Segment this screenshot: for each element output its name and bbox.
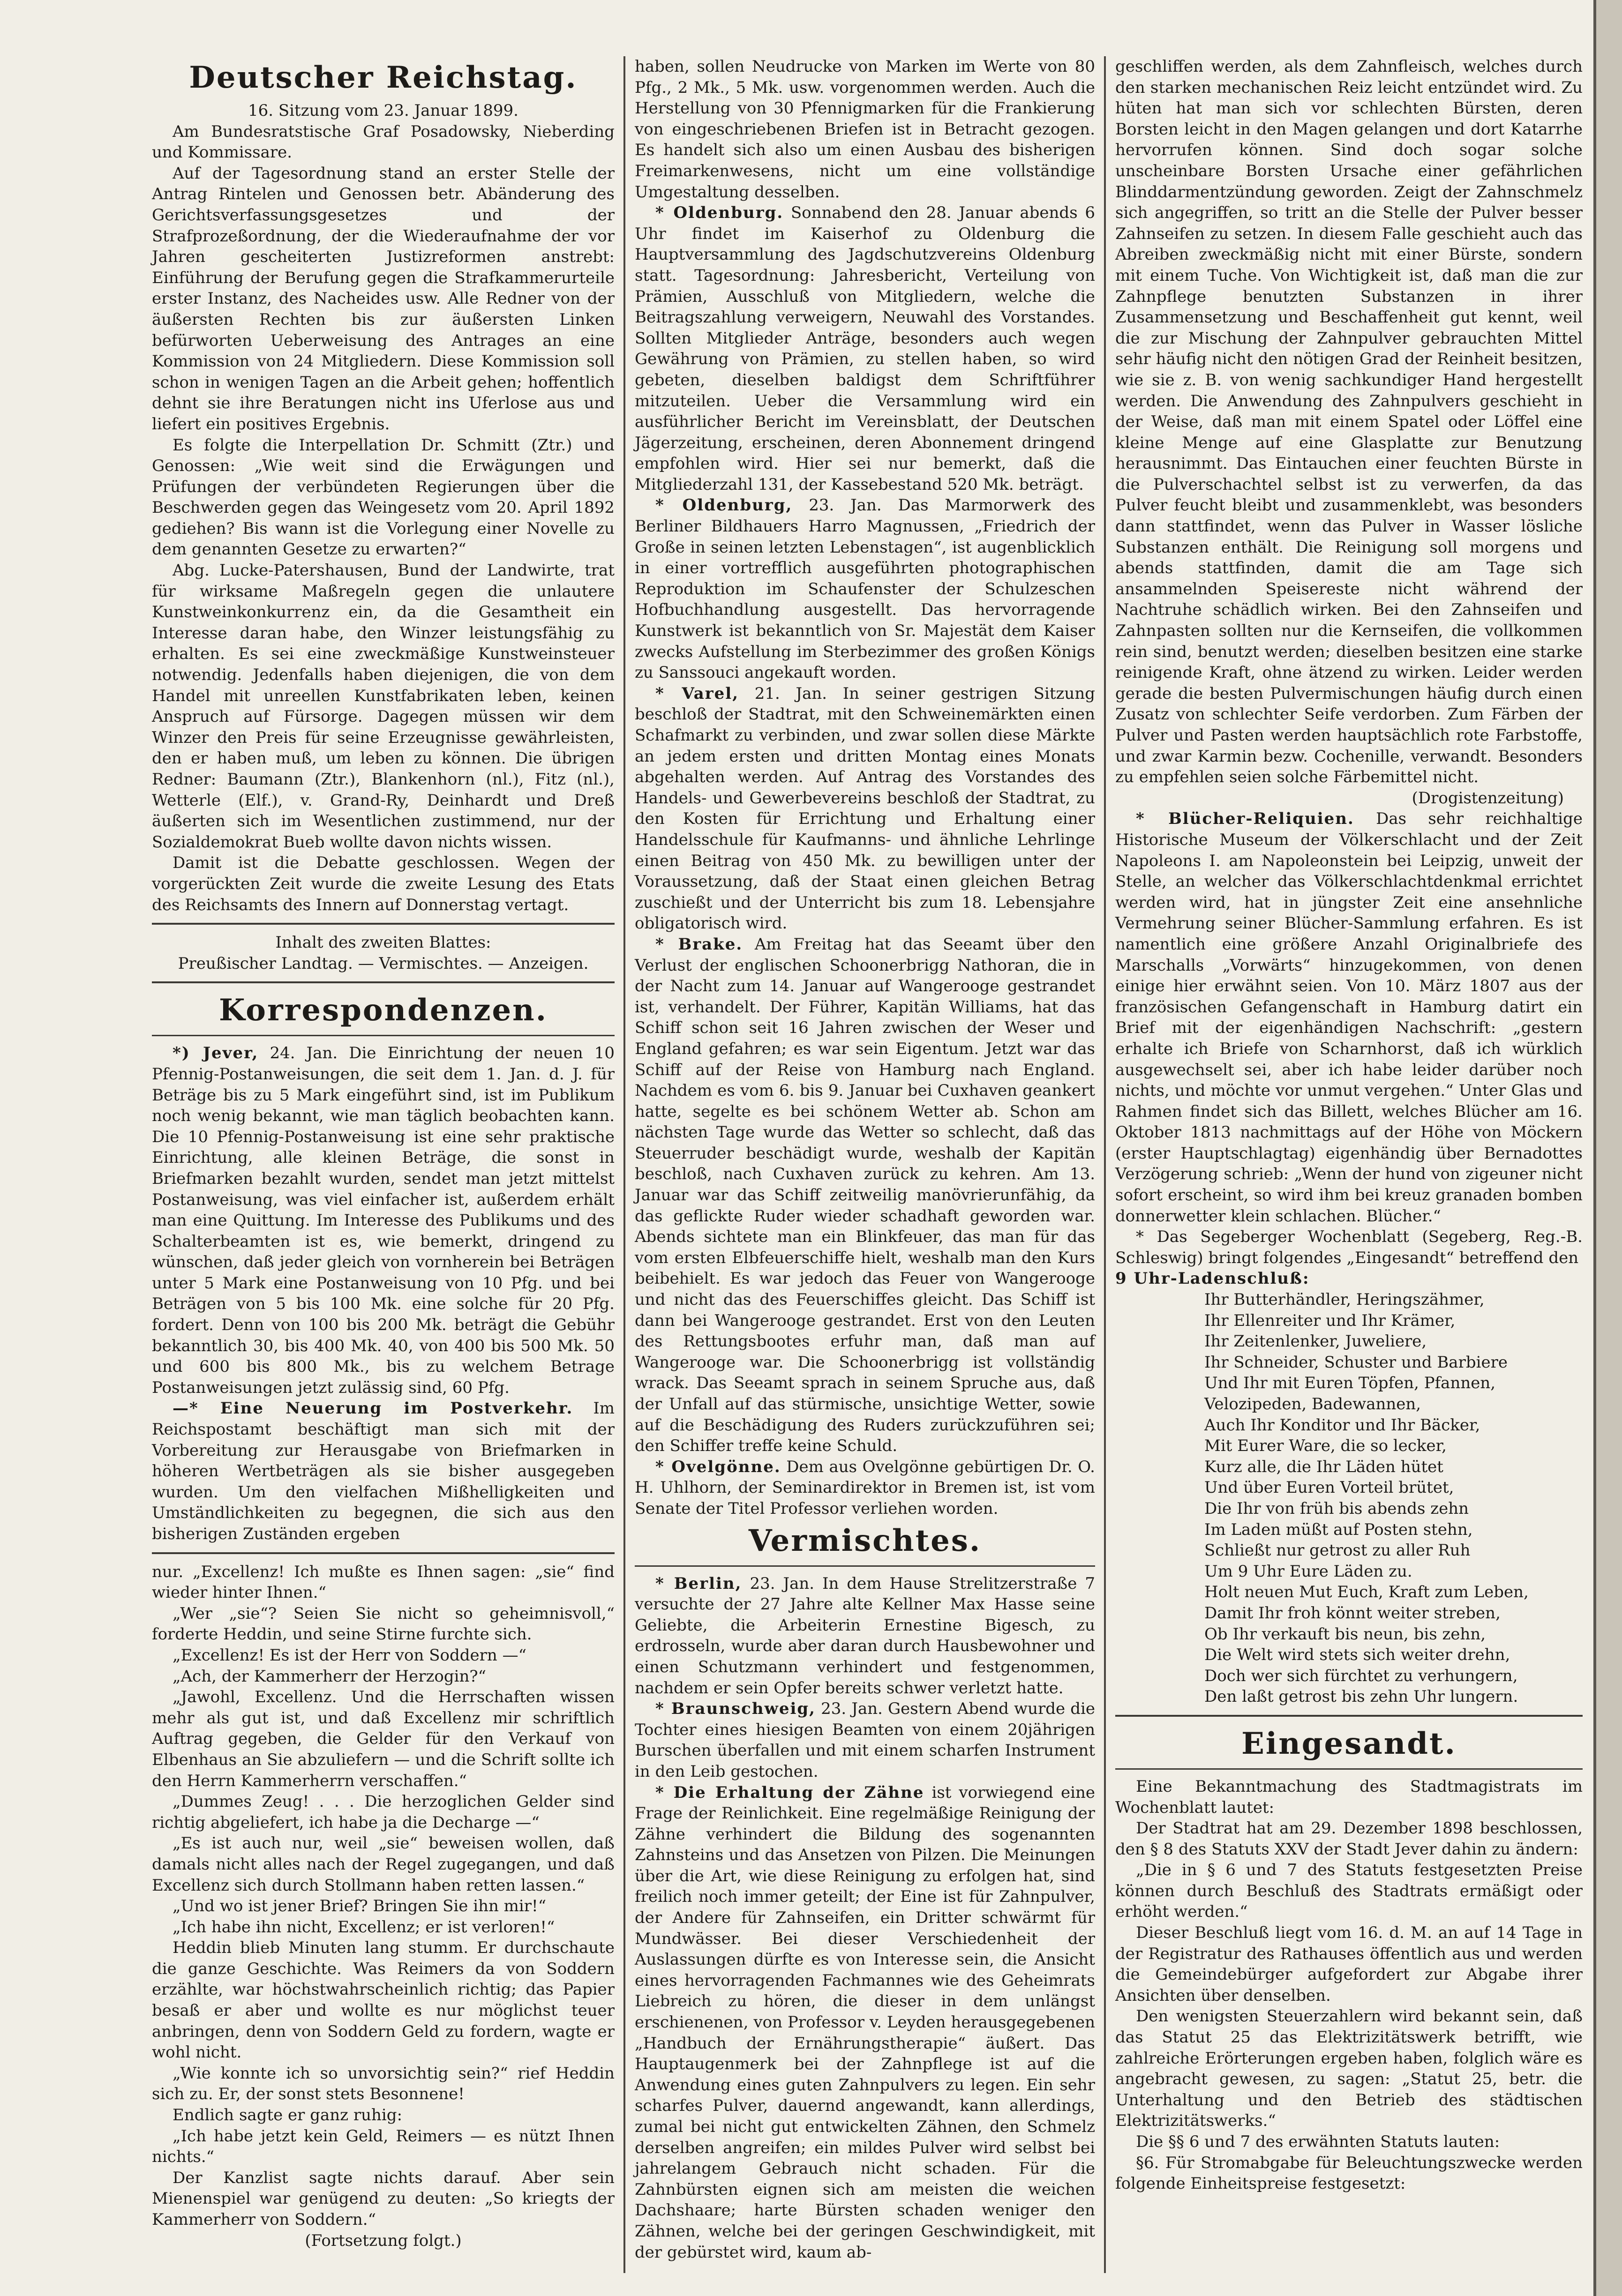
divider (1115, 1715, 1583, 1717)
paragraph: Dieser Beschluß liegt vom 16. d. M. an auf 14 Tage in der Registratur des Rathauses öffentlich aus und werden die Gemeindebürger aufgefordert zur Abgabe ihrer Ansichten über denselben. (1115, 1923, 1583, 2005)
poem-line: Mit Eurer Ware, die so lecker, (1204, 1436, 1447, 1456)
paragraph: Es folgte die Interpellation Dr. Schmitt (Ztr.) und Genossen: „Wie weit sind die Erwägungen und Prüfungen der verbündeten Regierungen über die Beschwerden gegen das Weingesetz vom 20. April 1892 gediehen? Bis wann ist die Vorlegung einer Novelle zu dem genannten Gesetze zu erwarten?“ (152, 435, 615, 559)
poem-line: Den laßt getrost bis zehn Uhr lungern. (1204, 1687, 1518, 1706)
feuilleton-paragraph: „Dummes Zeug! . . . Die herzoglichen Gelder sind richtig abgeliefert, ich habe ja die Decharge —“ (152, 1792, 615, 1832)
article-text: 21. Jan. In seiner gestrigen Sitzung beschloß der Stadtrat, mit den Schweinemärkten einen Schafmarkt zu verbinden, und zwar sollen diese Märkte an jedem ersten und dritten Montag eines Monats abgehalten werden. Auf Antrag des Vorstandes des Handels- und Gewerbevereins beschloß der Stadtrat, zu den Kosten für Errichtung und Erhaltung einer Handelsschule für Kaufmanns- und ähnliche Lehrlinge einen Beitrag von 450 Mk. zu bewilligen unter der Voraussetzung, daß der Staat einen gleichen Betrag zuschießt und der Unterricht bis zum 18. Lebensjahre obligatorisch wird. (635, 684, 1095, 933)
paragraph: * Das Segeberger Wochenblatt (Segeberg, Reg.-B. Schleswig) bringt folgendes „Eingesandt“ betreffend den (1115, 1227, 1583, 1267)
article-text: Das sehr reichhaltige Historische Museum der Völkerschlacht und der Zeit Napoleons I. am Napoleonstein bei Leipzig, unweit der Stelle, an welcher das Völkerschlachtdenkmal errichtet werden wird, hat in jüngster Zeit eine ansehnliche Vermehrung seiner Blücher-Sammlung erfahren. Es ist namentlich eine größere Anzahl Originalbriefe des Marschalls „Vorwärts“ hinzugekommen, von denen einige hier erwähnt seien. Von 10. März 1807 aus der französischen Gefangenschaft in Hamburg datirt ein Brief mit der eigenhändigen Nachschrift: „gestern erhalte ich Briefe von Scharnhorst, daß ich würklich ausgewechselt sei, aber ich habe leider darüber noch nichts, und möchte vor unmut vergehen.“ Unter Glas und Rahmen findet sich das Billett, welches Blücher am 16. Oktober 1813 nachmittags auf der Höhe von Möckern (erster Hauptschlagtag) eigenhändig über Bernadottes Verzögerung schrieb: „Wenn der hund von zigeuner nicht sofort erscheint, so wird ihm bei kreuz granaden bomben donnerwetter klein schlachen. Blücher.“ (1115, 809, 1583, 1226)
article-ovelgoenne (635, 1457, 1095, 1519)
paragraph: Den wenigsten Steuerzahlern wird bekannt sein, daß das Statut 25 das Elektrizitätswerk betrifft, wie zahlreiche Erörterungen ergeben haben, folglich wäre es angebracht gewesen, zu sagen: „Statut 25, betr. die Unterhaltung und den Betrieb des städtischen Elektrizitätswerks.“ (1115, 2007, 1583, 2131)
heading-eingesandt: Eingesandt. (1241, 1726, 1457, 1761)
paragraph: Abg. Lucke-Patershausen, Bund der Landwirte, trat für wirksame Maßregeln gegen die unlautere Kunstweinkonkurrenz ein, da die Gesamtheit ein Interesse daran habe, den Winzer leistungsfähig zu erhalten. Es sei eine zweckmäßige Kunstweinsteuer notwendig. Jedenfalls haben diejenigen, die von dem Handel mit unreellen Kunstfabrikaten leben, keinen Anspruch auf Fürsorge. Dagegen müssen wir dem Winzer den Preis für seine Erzeugnisse gewährleisten, den er haben muß, um leben zu können. Die übrigen Redner: Baumann (Ztr.), Blankenhorn (nl.), Fitz (nl.), Wetterle (Elf.), v. Grand-Ry, Deinhardt und Dreß äußerten sich im Wesentlichen zustimmend, nur der Sozialdemokrat Bueb wollte davon nichts wissen. (152, 561, 615, 852)
article-title: * Blücher-Reliquien. (1136, 809, 1354, 829)
paragraph: §6. Für Stromabgabe für Beleuchtungszwecke werden folgende Einheitspreise festgesetzt: (1115, 2153, 1583, 2193)
contents-list: Preußischer Landtag. — Vermischtes. — Anzeigen. (178, 954, 589, 973)
article-title: —* Eine Neuerung im Postverkehr. (173, 1399, 573, 1418)
paragraph: Damit ist die Debatte geschlossen. Wegen der vorgerückten Zeit wurde die zweite Lesung des Etats des Reichsamts des Innern auf Donnerstag vertagt. (152, 853, 615, 914)
poem-line: Ihr Zeitenlenker, Juweliere, (1204, 1332, 1427, 1351)
feuilleton-divider (152, 1552, 615, 1554)
continuation-note: (Fortsetzung folgt.) (305, 2231, 462, 2250)
article-text: 23. Jan. Das Marmorwerk des Berliner Bildhauers Harro Magnussen, „Friedrich der Große in seinen letzten Lebenstagen“, ist augenblicklich in einer vortrefflich ausgeführten photographischen Reproduktion im Schaufenster der Schulzeschen Hofbuchhandlung ausgestellt. Das hervorragende Kunstwerk ist bekanntlich von Sr. Majestät dem Kaiser zwecks Aufstellung im Sterbezimmer des großen Königs zu Sanssouci angekauft worden. (635, 496, 1095, 682)
session-line: 16. Sitzung vom 23. Januar 1899. (248, 101, 518, 120)
article-text: ist vorwiegend eine Frage der Reinlichkeit. Eine regelmäßige Reinigung der Zähne verhindert die Bildung des sogenannten Zahnsteins und das Ansetzen von Pilzen. Die Meinungen über die Art, wie diese Reinigung zu erfolgen hat, sind freilich noch immer geteilt; der Eine ist für Zahnpulver, der Andere für Zahnseifen, ein Dritter schwärmt für Mundwässer. Bei dieser Verschiedenheit der Auslassungen dürfte es von Interesse sein, die Ansicht eines hervorragenden Fachmannes wie des Geheimrats Liebreich zu hören, die dieser in dem unlängst erschienenen, von Professor v. Leyden herausgegebenen „Handbuch der Ernährungstherapie“ äußert. Das Hauptaugenmerk bei der Zahnpflege ist auf die Anwendung eines guten Zahnpulvers zu legen. Ein sehr scharfes Pulver, dauernd angewandt, kann allerdings, zumal bei nicht gut entwickelten Zähnen, den Schmelz derselben angreifen; ein mildes Pulver wird selbst bei jahrelangem Gebrauch nicht schaden. Für die Zahnbürsten eignen sich am meisten die weichen Dachshaare; harte Bürsten schaden weniger den Zähnen, welche bei der geringen Geschwindigkeit, mit der gebürstet wird, kaum ab- (635, 1783, 1095, 2262)
column-rule (623, 56, 625, 2273)
feuilleton-paragraph: „Jawohl, Excellenz. Und die Herrschaften wissen mehr als gut ist, und daß Excellenz mir schriftlich Auftrag gegeben, die Gelder für den Verkauf von Elbenhaus an Sie abzuliefern — und die Schrift sollte ich den Herrn Kammerherrn verschaffen.“ (152, 1688, 615, 1790)
heading-reichstag: Deutscher Reichstag. (189, 60, 578, 95)
poem-line: Um 9 Uhr Eure Läden zu. (1204, 1562, 1412, 1581)
poem-line: Im Laden müßt auf Posten stehn, (1204, 1520, 1473, 1539)
article-title: * Ovelgönne. (655, 1457, 781, 1476)
article-title: * Oldenburg. (655, 203, 784, 223)
paragraph: Der Stadtrat hat am 29. Dezember 1898 beschlossen, den § 8 des Statuts XXV der Stadt Jever dahin zu ändern: (1115, 1819, 1583, 1859)
poem-line: Und Ihr mit Euren Töpfen, Pfannen, (1204, 1374, 1496, 1393)
article-title: * Brake. (655, 935, 743, 954)
paragraph: Eine Bekanntmachung des Stadtmagistrats im Wochenblatt lautet: (1115, 1777, 1583, 1817)
feuilleton-paragraph: „Ich habe jetzt kein Geld, Reimers — es nützt Ihnen nichts.“ (152, 2126, 615, 2167)
article-zaehne (635, 1782, 1095, 2263)
article-title: * Braunschweig, (655, 1699, 816, 1719)
poem-line: Ihr Schneider, Schuster und Barbiere (1204, 1353, 1508, 1372)
article-berlin (635, 1573, 1095, 1699)
divider (635, 1565, 1095, 1567)
column-3 (1109, 56, 1589, 2273)
poem-title: 9 Uhr-Ladenschluß: (1115, 1269, 1310, 1288)
column-1 (145, 56, 621, 2273)
feuilleton-paragraph: „Ich habe ihn nicht, Excellenz; er ist verloren!“ (173, 1917, 555, 1937)
article-text: 23. Jan. Gestern Abend wurde die Tochter eines hiesigen Beamten von einem 20jährigen Burschen überfallen und mit einem scharfen Instrument in den Leib gestochen. (635, 1699, 1095, 1781)
poem (1115, 1289, 1583, 1707)
feuilleton-paragraph: „Ach, der Kammerherr der Herzogin?“ (173, 1667, 487, 1686)
article-title: * Varel, (655, 684, 739, 703)
article-jever (152, 1043, 615, 1398)
source-credit: (Drogistenzeitung) (1412, 788, 1564, 808)
article-post (152, 1398, 615, 1544)
article-text: Am Freitag hat das Seeamt über den Verlust der englischen Schoonerbrigg Nathoran, die in der Nacht zum 14. Januar auf Wangerooge gestrandet ist, verhandelt. Der Führer, Kapitän Williams, hat das Schiff schon seit 16 Jahren zwischen der Weser und England gefahren; es war sein Eigentum. Jetzt war das Schiff auf der Reise von Hamburg nach England. Nachdem es vom 6. bis 9. Januar bei Cuxhaven geankert hatte, segelte es bei schönem Wetter ab. Schon am nächsten Tage wurde das Wetter so schlecht, daß das Steuerruder beschädigt wurde, weshalb der Kapitän beschloß, nach Cuxhaven zurück zu kehren. Am 13. Januar war das Schiff zeitweilig manövrierunfähig, da das geflickte Ruder wieder schadhaft geworden war. Abends sichtete man ein Blinkfeuer, das man für das vom ersten Elbfeuerschiffe hielt, weshalb man den Kurs beibehielt. Es war jedoch das Feuer von Wangerooge und nicht das des Feuerschiffes gleicht. Das Schiff ist dann bei Wangerooge gestrandet. Erst von den Leuten des Rettungsbootes erfuhr man, daß man auf Wangerooge war. Die Schoonerbrigg ist vollständig wrack. Das Seeamt sprach in seinem Spruche aus, daß der Unfall auf das stürmische, unsichtige Wetter, sowie auf die Beschädigung des Ruders zurückzuführen sei; den Schiffer treffe keine Schuld. (635, 935, 1095, 1456)
article-oldenburg-1 (635, 202, 1095, 495)
paragraph: Am Bundesratstische Graf Posadowsky, Nieberding und Kommissare. (152, 122, 615, 162)
article-place: *) Jever, (173, 1044, 259, 1063)
contents-title: Inhalt des zweiten Blattes: (275, 933, 491, 952)
poem-line: Auch Ihr Konditor und Ihr Bäcker, (1204, 1415, 1480, 1435)
poem-line: Die Ihr von früh bis abends zehn (1204, 1499, 1469, 1518)
feuilleton-paragraph: „Wie konnte ich so unvorsichtig sein?“ rief Heddin sich zu. Er, der sonst stets Besonnene! (152, 2064, 615, 2104)
article-title: * Die Erhaltung der Zähne (655, 1783, 924, 1802)
feuilleton-paragraph: Heddin blieb Minuten lang stumm. Er durchschaute die ganze Geschichte. Was Reimers da von Soddern erzählte, war höchstwahrscheinlich richtig; das Papier besaß er aber und wollte es nur möglichst teuer anbringen, denn von Soddern Geld zu fordern, wagte er wohl nicht. (152, 1938, 615, 2062)
poem-line: Und über Euren Vorteil brütet, (1204, 1478, 1454, 1497)
poem-line: Schließt nur getrost zu aller Ruh (1204, 1541, 1471, 1560)
poem-line: Holt neuen Mut Euch, Kraft zum Leben, (1204, 1583, 1529, 1602)
poem-line: Doch wer sich fürchtet zu verhungern, (1204, 1666, 1518, 1685)
feuilleton-paragraph: Der Kanzlist sagte nichts darauf. Aber sein Mienenspiel war genügend zu deuten: „So kriegts der Kammerherr von Soddern.“ (152, 2168, 615, 2229)
poem-line: Velozipeden, Badewannen, (1204, 1395, 1421, 1413)
heading-korrespondenzen: Korrespondenzen. (219, 993, 548, 1028)
article-oldenburg-2 (635, 495, 1095, 683)
feuilleton-paragraph: „Excellenz! Es ist der Herr von Soddern —“ (173, 1645, 526, 1665)
poem-line: Ihr Butterhändler, Heringszähmer, (1204, 1290, 1485, 1309)
article-varel (635, 683, 1095, 934)
page-edge (1596, 0, 1622, 2296)
divider (152, 981, 615, 983)
article-title: * Berlin, (655, 1574, 742, 1593)
feuilleton-paragraph: „Wer „sie“? Seien Sie nicht so geheimnisvoll,“ forderte Heddin, und seine Stirne furchte sich. (152, 1604, 615, 1644)
article-text: 23. Jan. In dem Hause Strelitzerstraße 7 versuchte der 27 Jahre alte Kellner Max Hasse seine Geliebte, die Arbeiterin Ernestine Bigesch, zu erdrosseln, wurde aber daran durch Hausbewohner und einen Schutzmann verhindert und festgenommen, nachdem er sein Opfer bereits schwer verletzt hatte. (635, 1574, 1095, 1698)
article-braunschweig (635, 1698, 1095, 1782)
divider (152, 1035, 615, 1036)
article-title: * Oldenburg, (655, 496, 793, 515)
divider (1115, 1768, 1583, 1770)
poem-line: Kurz alle, die Ihr Läden hütet (1204, 1457, 1443, 1476)
column-2 (628, 56, 1102, 2273)
poem-line: Ob Ihr verkauft bis neun, bis zehn, (1204, 1624, 1486, 1644)
feuilleton-paragraph: „Und wo ist jener Brief? Bringen Sie ihn mir!“ (173, 1897, 547, 1916)
article-bluecher (1115, 808, 1583, 1227)
poem-line: Damit Ihr froh könnt weiter streben, (1204, 1603, 1501, 1623)
paragraph: geschliffen werden, als dem Zahnfleisch, welches durch den starken mechanischen Reiz leicht entzündet wird. Zu hüten hat man sich vor schlechten Bürsten, deren Borsten leicht in den Magen gelangen und dort Katarrhe hervorrufen können. Sind doch sogar solche unscheinbare Borsten Ursache einer gefährlichen Blinddarmentzündung geworden. Zeigt der Zahnschmelz sich angegriffen, so tritt an die Stelle der Pulver besser Zahnseifen zu setzen. In diesem Falle geschieht auch das Abreiben zweckmäßig nicht mit einer Bürste, sondern mit einem Tuche. Von Wichtigkeit ist, daß man die zur Zahnpflege benutzten Substanzen in ihrer Zusammensetzung und Beschaffenheit gut kennt, weil die zur Mischung der Zahnpulver gebrauchten Mittel sehr häufig nicht den nötigen Grad der Reinheit besitzen, wie sie z. B. von wenig sachkundiger Hand hergestellt werden. Die Anwendung des Zahnpulvers geschieht in der Weise, daß man mit einem Spatel oder Löffel eine kleine Menge auf eine Glasplatte zur Benutzung herausnimmt. Das Eintauchen einer feuchten Bürste in die Pulverschachtel selbst ist zu verwerfen, da das Pulver feucht bleibt und zusammenklebt, was besonders dann stattfindet, wenn das Pulver in Wasser lösliche Substanzen enthält. Die Reinigung soll morgens und abends stattfinden, damit die am Tage sich ansammelnden Speisereste nicht während der Nachtruhe schädlich wirken. Bei den Zahnseifen und Zahnpasten sollten nur die Kernseifen, die vollkommen rein sind, benutzt werden; dieselben besitzen eine starke reinigende Kraft, ohne ätzend zu wirken. Leider werden gerade die besten Pulvermischungen häufig durch einen Zusatz von schlechter Seife verdorben. Zum Färben der Pulver und Pasten werden hauptsächlich rote Farbstoffe, und zwar Karmin bezw. Cochenille, verwandt. Besonders zu empfehlen seien solche Färbemittel nicht. (1115, 57, 1583, 787)
article-brake (635, 934, 1095, 1457)
poem-line: Ihr Ellenreiter und Ihr Krämer, (1204, 1311, 1456, 1330)
feuilleton-paragraph: Endlich sagte er ganz ruhig: (173, 2106, 403, 2125)
article-text: Im Reichspostamt beschäftigt man sich mit der Vorbereitung zur Herausgabe von Briefmarken in höheren Wertbeträgen als sie bisher ausgegeben wurden. Um den vielfachen Mißhelligkeiten und Umständlichkeiten zu begegnen, die sich aus den bisherigen Zuständen ergeben (152, 1399, 615, 1543)
article-text: Sonnabend den 28. Januar abends 6 Uhr findet im Kaiserhof zu Oldenburg die Hauptversammlung des Jagdschutzvereins Oldenburg statt. Tagesordnung: Jahresbericht, Verteilung von Prämien, Ausschluß von Mitgliedern, welche die Beitragszahlung verweigern, Neuwahl des Vorstandes. Sollten Mitglieder Anträge, besonders auch wegen Gewährung von Prämien, zu stellen haben, so wird gebeten, dieselben baldigst dem Schriftführer mitzuteilen. Ueber die Versammlung wird ein ausführlicher Bericht im Vereinsblatt, der Deutschen Jägerzeitung, erscheinen, deren Abonnement dringend empfohlen wird. Hier sei nur bemerkt, daß die Mitgliederzahl 131, der Kassebestand 520 Mk. beträgt. (635, 203, 1096, 494)
article-text: Dem aus Ovelgönne gebürtigen Dr. O. H. Uhlhorn, der Seminardirektor in Bremen ist, ist vom Senate der Titel Professor verliehen worden. (635, 1457, 1095, 1518)
column-rule (1104, 56, 1106, 2273)
feuilleton-paragraph: „Es ist auch nur, weil „sie“ beweisen wollen, daß damals nicht alles nach der Regel zugegangen, und daß Excellenz sich durch Stollmann haben retten lassen.“ (152, 1834, 615, 1895)
heading-vermischtes: Vermischtes. (748, 1523, 982, 1558)
poem-line: Die Welt wird stets sich weiter drehn, (1204, 1645, 1510, 1665)
feuilleton-paragraph: nur. „Excellenz! Ich mußte es Ihnen sagen: „sie“ find wieder hinter Ihnen.“ (152, 1562, 615, 1602)
paragraph: Auf der Tagesordnung stand an erster Stelle der Antrag Rintelen und Genossen betr. Abänderung des Gerichtsverfassungsgesetzes und der Strafprozeßordnung, der die Wiederaufnahme der vor Jahren gescheiterten Justizreformen anstrebt: Einführung der Berufung gegen die Strafkammerurteile erster Instanz, des Nacheides usw. Alle Redner von der äußersten Rechten bis zur äußersten Linken befürworten Ueberweisung des Antrages an eine Kommission von 24 Mitgliedern. Diese Kommission soll schon in wenigen Tagen an die Arbeit gehen; hoffentlich dehnt sie ihre Beratungen nicht ins Uferlose aus und liefert ein positives Ergebnis. (152, 164, 615, 434)
divider (152, 923, 615, 925)
paragraph: „Die in § 6 und 7 des Statuts festgesetzten Preise können durch Beschluß des Stadtrats ermäßigt oder erhöht werden.“ (1115, 1861, 1583, 1922)
paragraph: Die §§ 6 und 7 des erwähnten Statuts lauten: (1136, 2132, 1500, 2151)
article-text: 24. Jan. Die Einrichtung der neuen 10 Pfennig-Postanweisungen, die seit dem 1. Jan. d. J. für Beträge bis zu 5 Mark eingeführt sind, ist im Publikum noch wenig bekannt, wie man täglich beobachten kann. Die 10 Pfennig-Postanweisung ist eine sehr praktische Einrichtung, alle kleinen Beträge, die sonst in Briefmarken bezahlt wurden, sendet man jetzt mittelst Postanweisung, was viel einfacher ist, außerdem erhält man eine Quittung. Im Interesse des Publikums und des Schalterbeamten ist es, wie bemerkt, dringend zu wünschen, daß jeder gleich von vornherein bei Beträgen unter 5 Mark eine Postanweisung von 10 Pfg. und bei Beträgen von 5 bis 100 Mk. eine solche für 20 Pfg. fordert. Denn von 100 bis 200 Mk. beträgt die Gebühr bekanntlich 30, bis 400 Mk. 40, von 400 bis 500 Mk. 50 und 600 bis 800 Mk., bis zu welchem Betrage Postanweisungen jetzt zulässig sind, 60 Pfg. (152, 1044, 615, 1397)
paragraph: haben, sollen Neudrucke von Marken im Werte von 80 Pfg., 2 Mk., 5 Mk. usw. vorgenommen werden. Auch die Herstellung von 30 Pfennigmarken für die Frankierung von eingeschriebenen Briefen ist in Betracht gezogen. Es handelt sich also um einen Ausbau des bisherigen Freimarkenwesens, nicht um eine vollständige Umgestaltung desselben. (635, 57, 1095, 202)
